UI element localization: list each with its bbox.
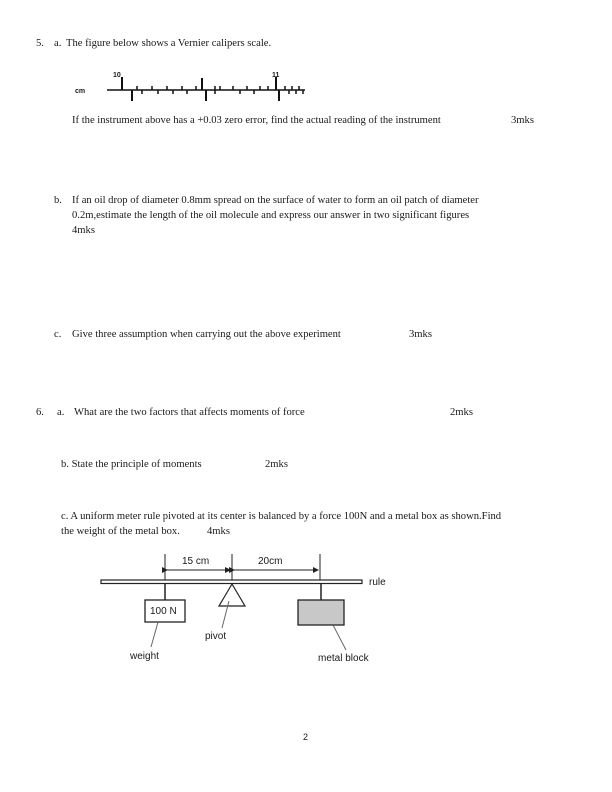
vernier-main-11: 11 [272, 72, 280, 79]
q6c-marks: 4mks [207, 526, 230, 537]
vernier-unit-label: cm [75, 88, 86, 95]
q5b-line2: 0.2m,estimate the length of the oil molecule and express our answer in two significant figures [72, 210, 470, 221]
right-distance-label: 20cm [258, 556, 283, 567]
q5b-marks: 4mks [72, 225, 95, 236]
q5c-label: c. [54, 329, 62, 340]
left-distance-label: 15 cm [182, 556, 210, 567]
q5-number: 5. [36, 38, 44, 49]
q6c-line2: the weight of the metal box. [61, 526, 180, 537]
pivot-label: pivot [205, 631, 227, 642]
q6a-text: What are the two factors that affects moments of force [74, 407, 305, 418]
q5a-label: a. [54, 38, 62, 49]
q6b-marks: 2mks [265, 459, 288, 470]
q6a-label: a. [57, 407, 65, 418]
page-number: 2 [303, 732, 309, 742]
weight-label: weight [130, 651, 159, 662]
q5b-label: b. [54, 195, 62, 206]
q5b-line1: If an oil drop of diameter 0.8mm spread on the surface of water to form an oil patch of diameter [72, 195, 479, 206]
vernier-main-10: 10 [113, 72, 121, 79]
q6a-marks: 2mks [450, 407, 473, 418]
metal-block-label: metal block [318, 653, 369, 664]
q5c-text: Give three assumption when carrying out the above experiment [72, 329, 341, 340]
q5a-marks: 3mks [511, 115, 534, 126]
rule-label: rule [369, 577, 386, 588]
q6b-text: b. State the principle of moments [61, 459, 202, 470]
q5a-text: The figure below shows a Vernier calipers scale. [66, 38, 272, 49]
weight-box-label: 100 N [150, 606, 177, 617]
q5a-instruction: If the instrument above has a +0.03 zero error, find the actual reading of the instrument [72, 115, 441, 126]
q5c-marks: 3mks [409, 329, 432, 340]
q6c-line1: c. A uniform meter rule pivoted at its center is balanced by a force 100N and a metal box as shown.Find [61, 511, 502, 522]
q6-number: 6. [36, 407, 44, 418]
